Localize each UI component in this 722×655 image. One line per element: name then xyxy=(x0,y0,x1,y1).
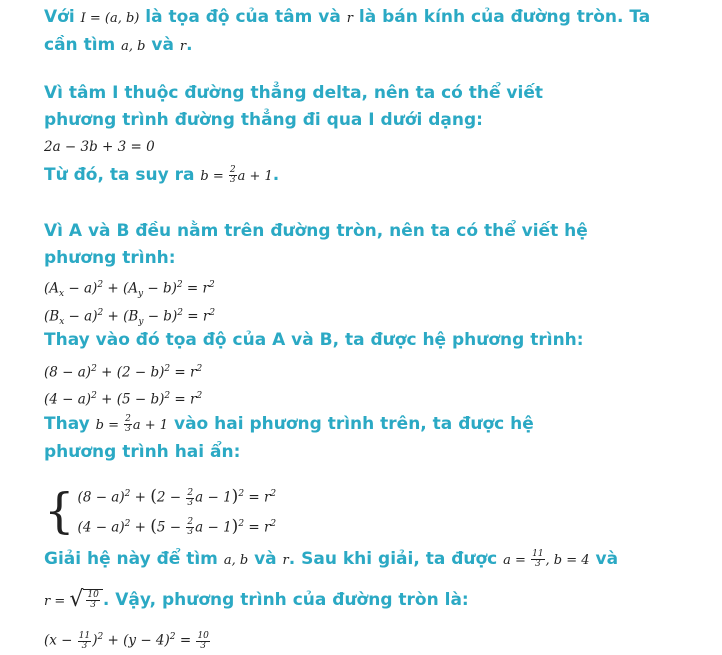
deduce-paragraph xyxy=(44,162,684,190)
denominator: 3 xyxy=(200,640,207,651)
t: y xyxy=(138,317,144,328)
math-r: r = xyxy=(44,594,70,609)
denominator: 3 xyxy=(187,497,194,508)
paren: ( xyxy=(150,486,157,507)
text: và xyxy=(248,549,283,569)
substitute-paragraph: Thay vào đó tọa độ của A và B, ta được hệ phương trình: xyxy=(44,330,584,350)
t: a − 1 xyxy=(195,489,232,506)
t: 2 xyxy=(164,391,171,401)
math-a: a = xyxy=(503,553,531,568)
result-paragraph xyxy=(44,587,684,615)
text: Từ đó, ta suy ra xyxy=(44,165,201,185)
t: = r xyxy=(182,280,209,297)
t: 2 − xyxy=(156,489,186,506)
t: − b) xyxy=(143,280,177,297)
t: 2 xyxy=(91,391,97,401)
numerator: 2 xyxy=(229,164,236,175)
equation-s1 xyxy=(44,359,202,383)
fraction xyxy=(78,632,91,651)
t: = xyxy=(175,632,196,649)
t: = r xyxy=(244,519,271,535)
paren: ) xyxy=(231,486,239,507)
t: − a) xyxy=(64,308,98,325)
t: + (B xyxy=(103,308,139,325)
text: . xyxy=(186,35,193,55)
intro-paragraph xyxy=(44,4,684,60)
t: (A xyxy=(44,280,60,297)
text: . xyxy=(272,165,280,185)
text: vào hai phương trình trên, ta được hệ phương trình hai ẩn: xyxy=(44,414,534,462)
t: ) xyxy=(92,632,98,649)
text: Giải hệ này để tìm xyxy=(44,549,224,569)
math-r: r xyxy=(282,553,289,568)
t: + (A xyxy=(103,280,138,297)
t: 2 xyxy=(209,308,216,318)
t: + (y − 4) xyxy=(103,632,170,649)
t: 2 xyxy=(270,518,277,529)
radical-sign: √ xyxy=(69,587,84,612)
fraction xyxy=(86,591,99,610)
t: (4 − a) xyxy=(77,519,125,535)
equation-A xyxy=(44,275,215,304)
t: + xyxy=(130,519,151,535)
text: và xyxy=(589,549,619,569)
t: 2 xyxy=(270,489,277,499)
t: (x − xyxy=(44,632,77,649)
t: 2 xyxy=(169,632,176,642)
square-root xyxy=(69,589,102,611)
t: x xyxy=(59,289,65,300)
t: 2 xyxy=(208,280,215,290)
denominator: 3 xyxy=(229,174,236,185)
solve-paragraph xyxy=(44,546,684,574)
text: là bán kính của đường tròn. Ta cần tìm xyxy=(44,7,651,55)
t: 2 xyxy=(124,518,131,529)
math-center: I = (a, b) xyxy=(80,11,140,26)
math-b: b = xyxy=(95,418,124,433)
t: = r xyxy=(170,364,197,381)
text: và xyxy=(145,35,180,55)
t: x xyxy=(59,317,65,328)
t: 2 xyxy=(97,308,104,318)
t: (B xyxy=(44,308,60,325)
t: 2 xyxy=(97,632,104,642)
delta-paragraph: Vì tâm I thuộc đường thẳng delta, nên ta có thể viết phương trình đường thẳng đi qua I dưới dạng: xyxy=(44,83,544,130)
fraction xyxy=(124,415,132,434)
math-expr: a + 1 xyxy=(132,418,169,433)
fraction xyxy=(196,632,209,651)
t: (8 − a) xyxy=(77,489,125,506)
t: + (5 − b) xyxy=(96,391,165,408)
denominator: 3 xyxy=(534,558,541,569)
final-equation xyxy=(44,627,211,651)
system-line-1 xyxy=(78,481,277,511)
t: (4 − a) xyxy=(44,391,92,408)
denominator: 3 xyxy=(125,423,131,434)
text: là tọa độ của tâm và xyxy=(139,7,347,27)
math-expr: a + 1 xyxy=(237,169,273,184)
math-r: r xyxy=(346,11,353,26)
t: = r xyxy=(182,308,210,325)
numerator: 2 xyxy=(187,487,194,498)
math-b: , b = 4 xyxy=(545,553,590,568)
t: = r xyxy=(244,489,271,506)
t: 2 xyxy=(238,489,245,499)
numerator: 10 xyxy=(87,590,99,600)
t: 2 xyxy=(176,280,183,290)
t: 2 xyxy=(196,364,203,374)
math-b: b = xyxy=(200,169,228,184)
circle-paragraph: Vì A và B đều nằm trên đường tròn, nên ta có thể viết hệ phương trình: xyxy=(44,221,588,268)
t: 2 xyxy=(177,308,183,318)
t: − b) xyxy=(143,308,178,325)
denominator: 3 xyxy=(90,600,96,610)
numerator: 11 xyxy=(532,548,544,559)
left-brace: { xyxy=(44,482,75,539)
t: 2 xyxy=(238,518,245,529)
t: − a) xyxy=(64,280,98,297)
line-equation: 2a − 3b + 3 = 0 xyxy=(44,139,155,155)
text: Thay xyxy=(44,414,96,434)
equation-s2 xyxy=(44,386,202,410)
numerator: 10 xyxy=(197,630,209,641)
text: . Sau khi giải, ta được xyxy=(288,549,504,569)
math-ab: a, b xyxy=(223,553,249,568)
equation-system xyxy=(44,481,276,540)
fraction xyxy=(531,550,544,569)
fraction xyxy=(186,518,194,537)
two-unknown-paragraph xyxy=(44,411,604,466)
numerator: 2 xyxy=(125,413,131,424)
t: = r xyxy=(170,391,197,408)
t: 2 xyxy=(196,391,203,401)
numerator: 11 xyxy=(78,630,91,641)
t: a − 1 xyxy=(195,519,232,535)
t: + xyxy=(130,489,151,506)
denominator: 3 xyxy=(187,527,194,537)
t: 2 xyxy=(97,280,104,290)
t: 5 − xyxy=(156,519,186,535)
system-lines xyxy=(78,481,277,540)
paren: ( xyxy=(150,516,157,536)
math-r: r xyxy=(179,39,187,54)
radicand xyxy=(83,589,102,611)
math-ab: a, b xyxy=(121,39,146,54)
t: y xyxy=(137,289,144,300)
t: 2 xyxy=(124,489,131,499)
t: + (2 − b) xyxy=(96,364,165,381)
text: . Vậy, phương trình của đường tròn là: xyxy=(102,590,469,610)
t: 2 xyxy=(91,364,97,374)
numerator: 2 xyxy=(187,517,194,527)
text: Với xyxy=(44,7,81,27)
fraction xyxy=(186,489,194,508)
fraction xyxy=(229,166,237,185)
t: (8 − a) xyxy=(44,364,92,381)
denominator: 3 xyxy=(81,640,88,651)
t: 2 xyxy=(164,364,171,374)
paren: ) xyxy=(231,516,239,536)
system-line-2 xyxy=(78,511,277,541)
